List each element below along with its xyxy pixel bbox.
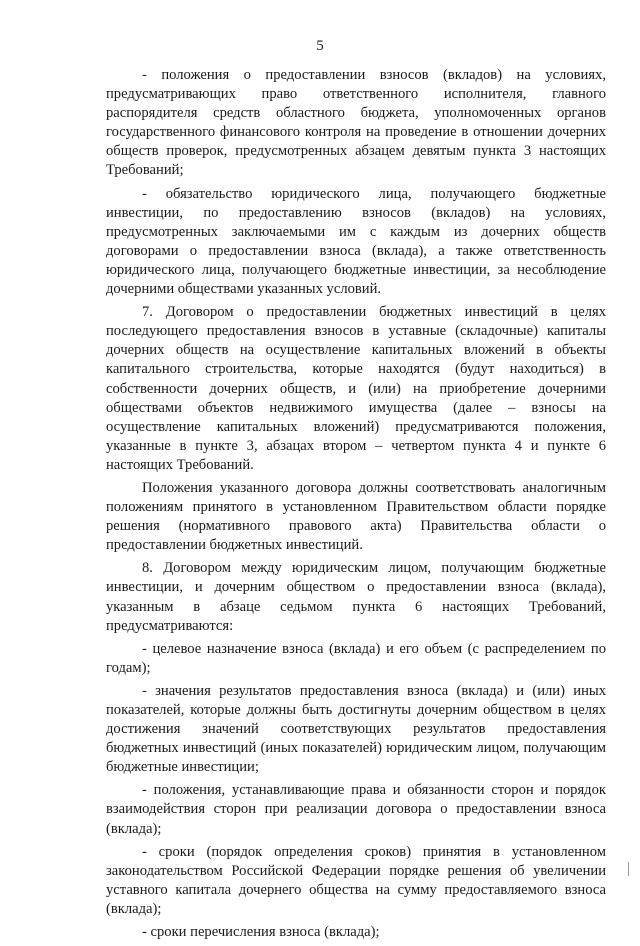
paragraph-transfer-deadlines: - сроки перечисления взноса (вклада);: [142, 924, 380, 941]
paragraph-purpose: - целевое назначение взноса (вклада) и его объем (с распределением по годам);: [106, 640, 606, 676]
paragraph-item-7: 7. Договором о предоставлении бюджетных инвестиций в целях последующего предоставления взносов в уставные (складочные) капиталы дочерних обществ на осуществление капитальных вложений в объекты капитального строительства, которые находятся (будут находиться) в собственности дочерних обществ, и (или) на приобретение дочерними обществами объектов недвижимого имущества (далее – взносы на осуществление капитальных вложений) предусматриваются положения, указанные в пункте 3, абзацах втором – четвертом пункта 4 и пункте 6 настоящих Требований.: [106, 304, 606, 473]
paragraph-contract-compliance: Положения указанного договора должны соответствовать аналогичным положениям принятого в установленном Правительством области порядке решения (нормативного правового акта) Правительства области о предоставлении бюджетных инвестиций.: [106, 479, 606, 554]
paragraph-item-8: 8. Договором между юридическим лицом, получающим бюджетные инвестиции, и дочерним обществом о предоставлении взноса (вклада), указанным в абзаце седьмом пункта 6 настоящих Требований, предусматриваются:: [106, 560, 606, 634]
paragraph-results: - значения результатов предоставления взноса (вклада) и (или) иных показателей, которые должны быть достигнуты дочерним обществом в целях достижения значений соответствующих результатов предоставления бюджетных инвестиций (иных показателей) юридическим лицом, получающим бюджетные инвестиции;: [106, 682, 606, 776]
document-body: [106, 66, 606, 946]
paragraph-deadlines: - сроки (порядок определения сроков) принятия в установленном законодательством Российской Федерации порядке решения об увеличении уставного капитала дочернего общества на сумму предоставляемого взноса (вклада);: [106, 843, 606, 917]
scan-edge-mark: [628, 862, 629, 876]
page-number: 5: [316, 38, 324, 54]
paragraph-inspection-provisions: - положения о предоставлении взносов (вкладов) на условиях, предусматривающих право ответственного исполнителя, главного распорядителя средств областного бюджета, уполномоченных органов государственного финансового контроля на проведение в отношении дочерних обществ проверок, предусмотренных абзацем девятым пункта 3 настоящих Требований;: [106, 67, 606, 179]
paragraph-obligation: - обязательство юридического лица, получающего бюджетные инвестиции, по предоставлению взносов (вкладов) на условиях, предусмотренных заключаемыми им с каждым из дочерних обществ договорами о предоставлении взноса (вклада), а также ответственность юридического лица, получающего бюджетные инвестиции, за несоблюдение дочерними обществами указанных условий.: [106, 185, 606, 298]
paragraph-rights: - положения, устанавливающие права и обязанности сторон и порядок взаимодействия сторон при реализации договора о предоставлении взноса (вклада);: [106, 782, 606, 837]
